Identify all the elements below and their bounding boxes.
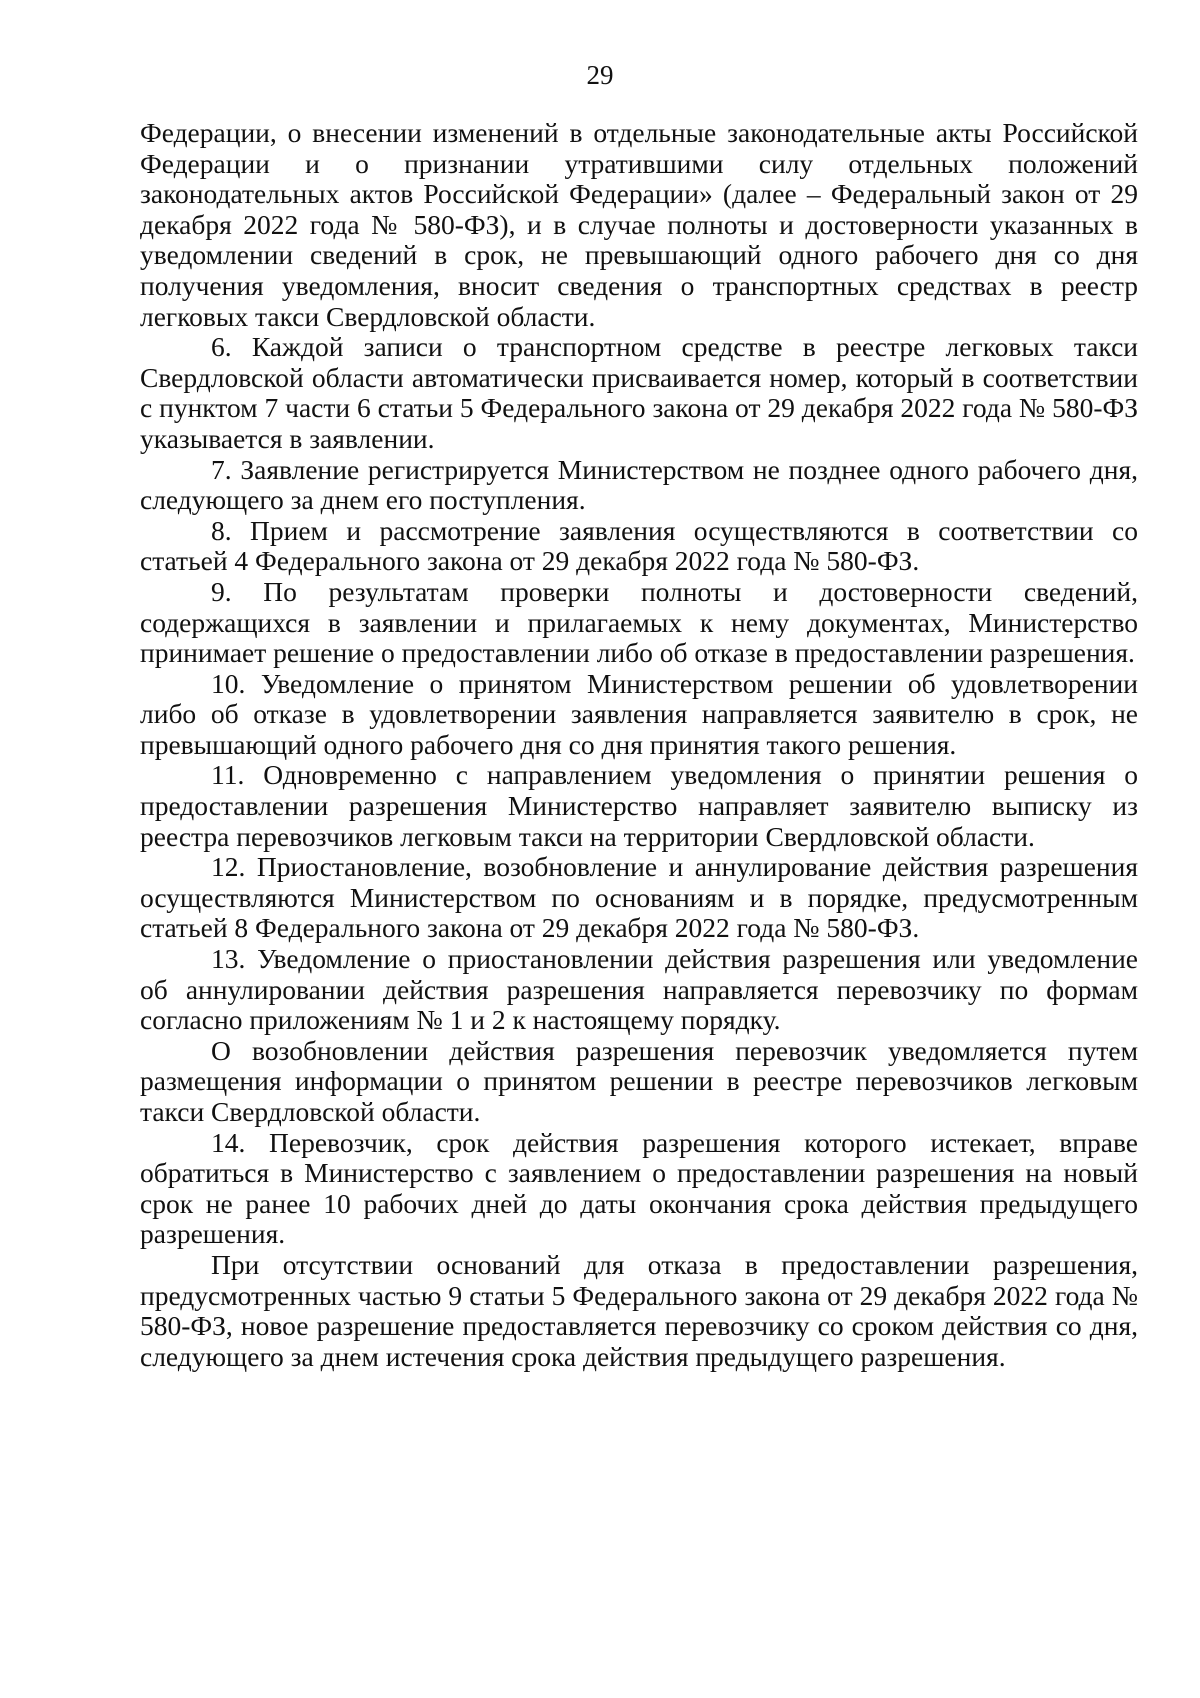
paragraph-item-11: 11. Одновременно с направлением уведомления о принятии решения о предоставлении разрешения Министерство направляет заявителю выписку из реестра перевозчиков легковым такси на территории Свердловской области. bbox=[140, 759, 1138, 852]
paragraph-item-7: 7. Заявление регистрируется Министерством не позднее одного рабочего дня, следующего за днем его поступления. bbox=[140, 453, 1138, 516]
paragraph-item-13-continuation: О возобновлении действия разрешения перевозчик уведомляется путем размещения информации о принятом решении в реестре перевозчиков легковым такси Свердловской области. bbox=[140, 1034, 1138, 1127]
page-number: 29 bbox=[586, 60, 614, 90]
paragraph-item-9: 9. По результатам проверки полноты и достоверности сведений, содержащихся в заявлении и прилагаемых к нему документах, Министерство принимает решение о предоставлении либо об отказе в предоставлении разрешения. bbox=[140, 575, 1138, 669]
paragraph-item-13: 13. Уведомление о приостановлении действия разрешения или уведомление об аннулировании действия разрешения направляется перевозчику по формам согласно приложениям № 1 и 2 к настоящему порядку. bbox=[140, 943, 1138, 1036]
paragraph-item-14-continuation: При отсутствии оснований для отказа в предоставлении разрешения, предусмотренных частью 9 статьи 5 Федерального закона от 29 декабря 2022 года № 580-ФЗ, новое разрешение предоставляется перевозчику со сроком действия со дня, следующего за днем истечения срока действия предыдущего разрешения. bbox=[140, 1248, 1138, 1372]
paragraph-continuation: Федерации, о внесении изменений в отдельные законодательные акты Российской Федерации и о признании утратившими силу отдельных положений законодательных актов Российской Федерации» (далее – Федеральный закон от 29 декабря 2022 года № 580-ФЗ), и в случае полноты и достоверности указанных в уведомлении сведений в срок, не превышающий одного рабочего дня со дня получения уведомления, вносит сведения о транспортных средствах в реестр легковых такси Свердловской области. bbox=[140, 117, 1138, 332]
paragraph-item-8: 8. Прием и рассмотрение заявления осуществляются в соответствии со статьей 4 Федерального закона от 29 декабря 2022 года № 580-ФЗ. bbox=[140, 514, 1138, 577]
document-body bbox=[140, 118, 1138, 1372]
paragraph-item-10: 10. Уведомление о принятом Министерством решении об удовлетворении либо об отказе в удовлетворении заявления направляется заявителю в срок, не превышающий одного рабочего дня со дня принятия такого решения. bbox=[140, 667, 1138, 760]
paragraph-item-14: 14. Перевозчик, срок действия разрешения которого истекает, вправе обратиться в Министерство с заявлением о предоставлении разрешения на новый срок не ранее 10 рабочих дней до даты окончания срока действия предыдущего разрешения. bbox=[140, 1126, 1138, 1250]
paragraph-item-6: 6. Каждой записи о транспортном средстве в реестре легковых такси Свердловской области автоматически присваивается номер, который в соответствии с пунктом 7 части 6 статьи 5 Федерального закона от 29 декабря 2022 года № 580-ФЗ указывается в заявлении. bbox=[140, 331, 1138, 454]
paragraph-item-12: 12. Приостановление, возобновление и аннулирование действия разрешения осуществляются Министерством по основаниям и в порядке, предусмотренным статьей 8 Федерального закона от 29 декабря 2022 года № 580-ФЗ. bbox=[140, 851, 1138, 944]
